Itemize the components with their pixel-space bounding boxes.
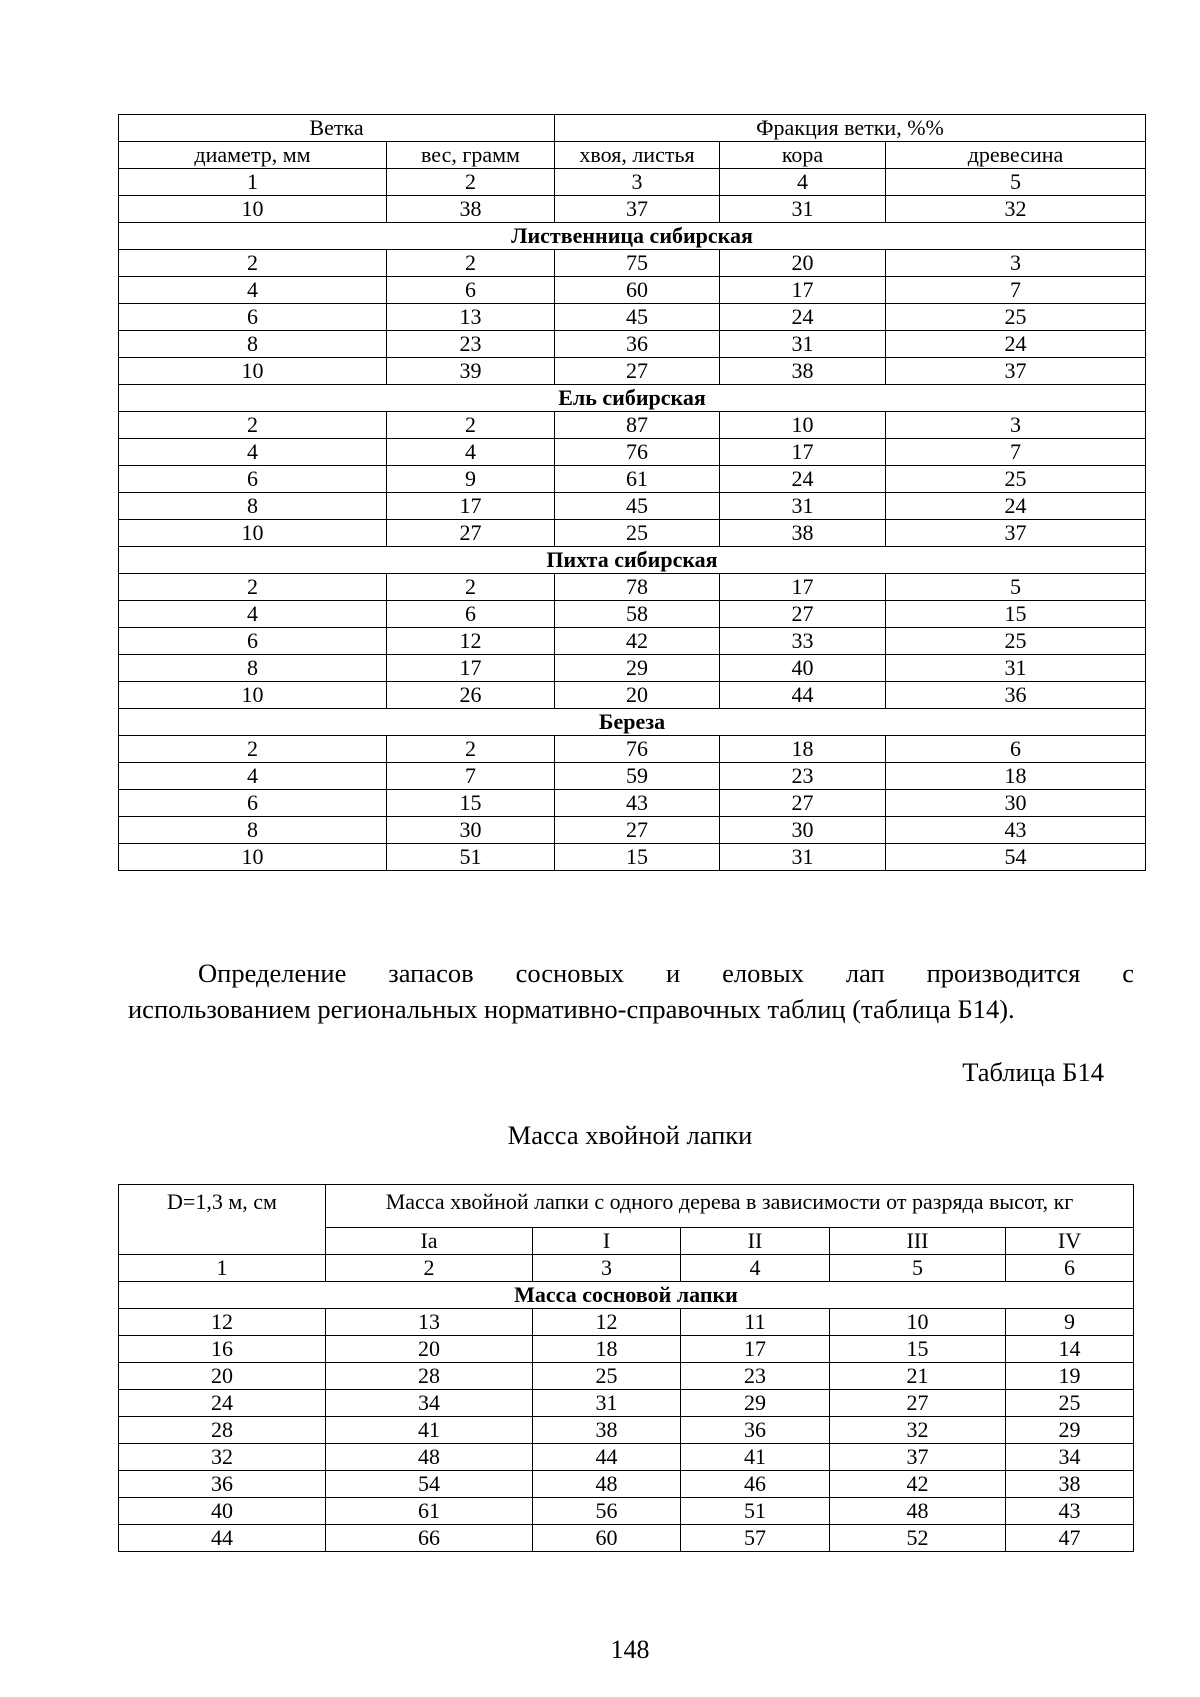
height-class-header: Ia	[326, 1228, 533, 1255]
table-cell: 10	[119, 196, 387, 223]
table-cell: 31	[720, 493, 886, 520]
table-cell: 59	[555, 763, 720, 790]
column-number: 1	[119, 169, 387, 196]
table-cell: 12	[119, 1309, 326, 1336]
table-cell: 87	[555, 412, 720, 439]
table-row	[119, 1390, 1134, 1417]
column-number: 1	[119, 1255, 326, 1282]
table-cell: 2	[387, 250, 555, 277]
table-cell: 12	[533, 1309, 681, 1336]
table-cell: 10	[119, 682, 387, 709]
table-cell: 8	[119, 655, 387, 682]
column-number: 5	[886, 169, 1146, 196]
table-row	[119, 1417, 1134, 1444]
table-cell: 2	[119, 250, 387, 277]
table-cell: 60	[555, 277, 720, 304]
table-cell: 36	[886, 682, 1146, 709]
table-row	[119, 250, 1146, 277]
table-cell: 31	[886, 655, 1146, 682]
table-cell: 10	[119, 358, 387, 385]
table-cell: 32	[119, 1444, 326, 1471]
table-cell: 28	[326, 1363, 533, 1390]
table-cell: 78	[555, 574, 720, 601]
table-cell: 4	[387, 439, 555, 466]
table-cell: 51	[681, 1498, 830, 1525]
table-cell: 38	[720, 358, 886, 385]
table-cell: 9	[1006, 1309, 1134, 1336]
table-cell: 51	[387, 844, 555, 871]
table-cell: 48	[326, 1444, 533, 1471]
table-cell: 25	[886, 628, 1146, 655]
table-cell: 10	[720, 412, 886, 439]
table-cell: 2	[119, 412, 387, 439]
table-cell: 27	[720, 790, 886, 817]
table-cell: 54	[326, 1471, 533, 1498]
table-cell: 25	[886, 466, 1146, 493]
table-cell: 15	[555, 844, 720, 871]
height-class-header: I	[533, 1228, 681, 1255]
table-cell: 10	[119, 844, 387, 871]
table-cell: 27	[720, 601, 886, 628]
table-cell: 13	[326, 1309, 533, 1336]
table-cell: 43	[886, 817, 1146, 844]
table-cell: 7	[886, 439, 1146, 466]
table-cell: 2	[387, 574, 555, 601]
table-cell: 26	[387, 682, 555, 709]
table-cell: 8	[119, 493, 387, 520]
table-cell: 37	[886, 520, 1146, 547]
section-title: Масса сосновой лапки	[119, 1282, 1134, 1309]
table-cell: 4	[119, 439, 387, 466]
table-cell: 20	[119, 1363, 326, 1390]
table-cell: 29	[1006, 1417, 1134, 1444]
column-header: диаметр, мм	[119, 142, 387, 169]
table-cell: 38	[533, 1417, 681, 1444]
table-row	[119, 1309, 1134, 1336]
column-header: вес, грамм	[387, 142, 555, 169]
table-cell: 3	[886, 412, 1146, 439]
table-cell: 20	[326, 1336, 533, 1363]
table-row	[119, 412, 1146, 439]
table-cell: 15	[886, 601, 1146, 628]
table-cell: 36	[681, 1417, 830, 1444]
mass-group-header: Масса хвойной лапки с одного дерева в зависимости от разряда высот, кг	[326, 1185, 1134, 1228]
branch-fraction-table-body	[119, 115, 1146, 871]
table-cell: 37	[886, 358, 1146, 385]
table-cell: 18	[720, 736, 886, 763]
table-cell: 4	[119, 763, 387, 790]
table-cell: 48	[830, 1498, 1006, 1525]
body-paragraph	[128, 955, 1134, 1027]
fraction-group-header: Фракция ветки, %%	[555, 115, 1146, 142]
table-column-number-row	[119, 1255, 1134, 1282]
table-cell: 9	[387, 466, 555, 493]
table-label: Таблица Б14	[962, 1057, 1104, 1087]
table-row	[119, 1363, 1134, 1390]
table-cell: 46	[681, 1471, 830, 1498]
column-number: 2	[387, 169, 555, 196]
table-row	[119, 304, 1146, 331]
table-row	[119, 790, 1146, 817]
table-cell: 31	[720, 196, 886, 223]
table-row	[119, 520, 1146, 547]
table-cell: 30	[720, 817, 886, 844]
table-cell: 44	[533, 1444, 681, 1471]
table-cell: 6	[119, 466, 387, 493]
table-cell: 34	[326, 1390, 533, 1417]
table-cell: 34	[1006, 1444, 1134, 1471]
table-cell: 32	[830, 1417, 1006, 1444]
table-cell: 28	[119, 1417, 326, 1444]
diameter-header: D=1,3 м, см	[119, 1185, 326, 1255]
table-cell: 6	[119, 628, 387, 655]
table-row	[119, 844, 1146, 871]
table-cell: 47	[1006, 1525, 1134, 1552]
table-cell: 27	[830, 1390, 1006, 1417]
table-cell: 6	[886, 736, 1146, 763]
table-cell: 42	[555, 628, 720, 655]
table-cell: 24	[886, 493, 1146, 520]
table-cell: 37	[830, 1444, 1006, 1471]
table-cell: 2	[387, 736, 555, 763]
table-cell: 24	[720, 466, 886, 493]
table-cell: 37	[555, 196, 720, 223]
table-row	[119, 277, 1146, 304]
table-cell: 43	[555, 790, 720, 817]
section-title-row	[119, 1282, 1134, 1309]
column-number: 4	[720, 169, 886, 196]
table-cell: 44	[119, 1525, 326, 1552]
table-cell: 18	[886, 763, 1146, 790]
table-cell: 29	[555, 655, 720, 682]
table-cell: 41	[326, 1417, 533, 1444]
table-cell: 31	[720, 331, 886, 358]
column-header: древесина	[886, 142, 1146, 169]
table-group-header-row	[119, 115, 1146, 142]
needle-branch-mass-table	[118, 1184, 1134, 1552]
table-cell: 18	[533, 1336, 681, 1363]
table-cell: 40	[720, 655, 886, 682]
table-row	[119, 601, 1146, 628]
column-header: хвоя, листья	[555, 142, 720, 169]
section-title: Береза	[119, 709, 1146, 736]
table-cell: 19	[1006, 1363, 1134, 1390]
table-cell: 6	[119, 790, 387, 817]
table-cell: 42	[830, 1471, 1006, 1498]
table-cell: 60	[533, 1525, 681, 1552]
table-title: Масса хвойной лапки	[507, 1120, 753, 1150]
height-class-header: II	[681, 1228, 830, 1255]
table-cell: 2	[119, 574, 387, 601]
table-cell: 17	[720, 439, 886, 466]
column-number: 4	[681, 1255, 830, 1282]
table-cell: 4	[119, 601, 387, 628]
column-number: 3	[555, 169, 720, 196]
table-cell: 4	[119, 277, 387, 304]
table-cell: 12	[387, 628, 555, 655]
table-column-number-row	[119, 169, 1146, 196]
table-cell: 40	[119, 1498, 326, 1525]
table-cell: 2	[119, 736, 387, 763]
table-row	[119, 736, 1146, 763]
table-cell: 52	[830, 1525, 1006, 1552]
table-cell: 39	[387, 358, 555, 385]
table-cell: 8	[119, 331, 387, 358]
table-cell: 21	[830, 1363, 1006, 1390]
table-cell: 31	[533, 1390, 681, 1417]
column-number: 6	[1006, 1255, 1134, 1282]
height-class-header: III	[830, 1228, 1006, 1255]
table-cell: 11	[681, 1309, 830, 1336]
table-cell: 8	[119, 817, 387, 844]
section-title-row	[119, 385, 1146, 412]
table-cell: 41	[681, 1444, 830, 1471]
table-cell: 15	[387, 790, 555, 817]
table-cell: 27	[555, 358, 720, 385]
table-cell: 32	[886, 196, 1146, 223]
table-row	[119, 1336, 1134, 1363]
table-row	[119, 466, 1146, 493]
section-title: Лиственница сибирская	[119, 223, 1146, 250]
table-cell: 38	[387, 196, 555, 223]
branch-fraction-table	[118, 114, 1146, 871]
section-title-row	[119, 547, 1146, 574]
section-title-row	[119, 223, 1146, 250]
table-cell: 33	[720, 628, 886, 655]
table-column-header-row	[119, 142, 1146, 169]
table-cell: 10	[119, 520, 387, 547]
table-cell: 2	[387, 412, 555, 439]
table-row	[119, 1498, 1134, 1525]
table-cell: 15	[830, 1336, 1006, 1363]
table-cell: 56	[533, 1498, 681, 1525]
table-cell: 17	[720, 277, 886, 304]
table-cell: 20	[720, 250, 886, 277]
table-cell: 36	[555, 331, 720, 358]
paragraph-line-1: Определение запасов сосновых и еловых лап производится с	[198, 958, 1134, 988]
table-cell: 25	[1006, 1390, 1134, 1417]
table-row	[119, 493, 1146, 520]
table-cell: 17	[681, 1336, 830, 1363]
table-cell: 76	[555, 736, 720, 763]
column-number: 2	[326, 1255, 533, 1282]
table-cell: 20	[555, 682, 720, 709]
table-cell: 58	[555, 601, 720, 628]
branch-group-header: Ветка	[119, 115, 555, 142]
table-cell: 27	[555, 817, 720, 844]
table-cell: 17	[387, 655, 555, 682]
table-row	[119, 817, 1146, 844]
table-cell: 38	[1006, 1471, 1134, 1498]
column-header: кора	[720, 142, 886, 169]
table-cell: 23	[387, 331, 555, 358]
table-cell: 14	[1006, 1336, 1134, 1363]
section-title: Пихта сибирская	[119, 547, 1146, 574]
table-row	[119, 1525, 1134, 1552]
table-cell: 25	[886, 304, 1146, 331]
table-cell: 3	[886, 250, 1146, 277]
table-cell: 48	[533, 1471, 681, 1498]
table-cell: 66	[326, 1525, 533, 1552]
table-cell: 44	[720, 682, 886, 709]
table-row	[119, 439, 1146, 466]
height-class-header: IV	[1006, 1228, 1134, 1255]
table-cell: 30	[387, 817, 555, 844]
table-cell: 6	[387, 277, 555, 304]
table-cell: 45	[555, 493, 720, 520]
table-row	[119, 331, 1146, 358]
table-cell: 24	[886, 331, 1146, 358]
table-cell: 30	[886, 790, 1146, 817]
table-cell: 25	[555, 520, 720, 547]
table-cell: 61	[555, 466, 720, 493]
table-cell: 6	[387, 601, 555, 628]
table-cell: 61	[326, 1498, 533, 1525]
table-row	[119, 574, 1146, 601]
table-cell: 36	[119, 1471, 326, 1498]
table-cell: 17	[720, 574, 886, 601]
table-cell: 24	[119, 1390, 326, 1417]
table-cell: 16	[119, 1336, 326, 1363]
table-cell: 24	[720, 304, 886, 331]
column-number: 5	[830, 1255, 1006, 1282]
table-cell: 6	[119, 304, 387, 331]
table-row	[119, 358, 1146, 385]
table-row	[119, 682, 1146, 709]
table-row	[119, 628, 1146, 655]
table-cell: 5	[886, 574, 1146, 601]
table-cell: 45	[555, 304, 720, 331]
needle-branch-mass-table-body	[119, 1185, 1134, 1552]
table-cell: 13	[387, 304, 555, 331]
table-cell: 25	[533, 1363, 681, 1390]
table-cell: 76	[555, 439, 720, 466]
table-cell: 10	[830, 1309, 1006, 1336]
table-cell: 54	[886, 844, 1146, 871]
table-cell: 23	[720, 763, 886, 790]
table-cell: 31	[720, 844, 886, 871]
table-cell: 7	[886, 277, 1146, 304]
table-cell: 75	[555, 250, 720, 277]
table-row	[119, 763, 1146, 790]
column-number: 3	[533, 1255, 681, 1282]
section-title: Ель сибирская	[119, 385, 1146, 412]
table-cell: 23	[681, 1363, 830, 1390]
table-cell: 38	[720, 520, 886, 547]
table-cell: 29	[681, 1390, 830, 1417]
table-group-header-row	[119, 1185, 1134, 1228]
table-row	[119, 655, 1146, 682]
table-cell: 7	[387, 763, 555, 790]
table-row	[119, 196, 1146, 223]
page-number: 148	[610, 1635, 650, 1664]
table-cell: 17	[387, 493, 555, 520]
paragraph-line-2: использованием региональных нормативно-справочных таблиц (таблица Б14).	[128, 994, 1015, 1024]
table-cell: 43	[1006, 1498, 1134, 1525]
table-row	[119, 1444, 1134, 1471]
table-cell: 27	[387, 520, 555, 547]
section-title-row	[119, 709, 1146, 736]
table-cell: 57	[681, 1525, 830, 1552]
table-row	[119, 1471, 1134, 1498]
